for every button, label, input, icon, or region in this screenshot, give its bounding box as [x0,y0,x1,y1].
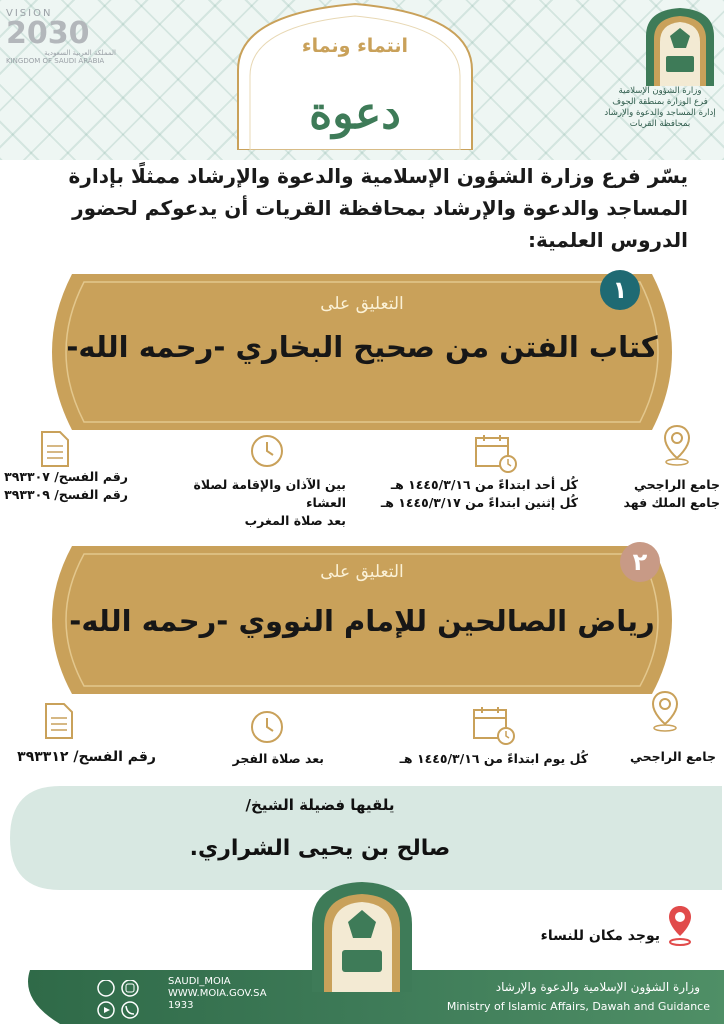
lesson-1-label: التعليق على [320,294,404,314]
document-icon [40,430,70,468]
ref-line: رقم الفسح/ ٣٩٣٣١٢ [17,749,156,765]
footer-contact-info [168,976,308,1012]
lesson-1-number-badge: ١ [600,270,640,310]
footer-handle[interactable]: SAUDI_MOIA [168,976,231,987]
lesson-1-dates [380,476,578,512]
intro-line: يسّر فرع وزارة الشؤون الإسلامية والدعوة والإرشاد ممثلًا بإدارة [68,164,688,188]
date-line: كُل يوم ابتداءً من ١٤٤٥/٣/١٦ هـ [399,751,588,766]
clock-icon [250,710,284,744]
sheikh-name: صالح بن يحيى الشراري. [189,836,451,861]
women-place-note: يوجد مكان للنساء [540,928,660,944]
location-line: جامع الراجحي [633,477,720,492]
location-line: جامع الملك فهد [623,495,720,510]
ministry-line: فرع الوزارة بمنطقة الجوف [612,97,708,107]
header-arch [230,0,480,150]
footer-website[interactable]: WWW.MOIA.GOV.SA [168,988,267,999]
time-line: بعد صلاة الفجر [232,751,324,766]
footer-social-icons [96,980,144,1024]
ministry-branch-text [600,86,720,130]
lesson-2-label: التعليق على [320,562,404,582]
footer-phone[interactable]: 1933 [168,1000,194,1011]
footer-ministry-emblem-icon [308,880,416,992]
ministry-line: بمحافظة القريات [629,119,691,129]
vision-subtitle-en: KINGDOM OF SAUDI ARABIA [6,57,105,65]
header-invitation-word: دعوة [309,88,401,139]
clock-icon [250,434,284,468]
calendar-icon [472,706,516,746]
time-line: بين الآذان والإقامة لصلاة العشاء [193,477,346,510]
calendar-icon [474,434,518,474]
time-line: بعد صلاة المغرب [244,513,346,528]
lesson-2-dates [370,750,588,768]
lesson-1-location [594,476,720,512]
lesson-2-refs [4,748,156,766]
instagram-icon [122,980,138,996]
intro-line: الدروس العلمية: [528,228,688,252]
ministry-line: إدارة المساجد والدعوة والإرشاد [604,108,716,118]
document-icon [44,702,74,740]
lesson-2-times [200,750,324,768]
ref-line: رقم الفسح/ ٣٩٣٣٠٧ [4,469,128,484]
ministry-emblem-icon [640,6,720,86]
lesson-1-refs [4,468,128,504]
vision-title: VISION [6,8,53,19]
vision-2030-logo [6,8,116,66]
location-line: جامع الراجحي [629,749,716,764]
vision-subtitle-ar: المملكة العربية السعودية [44,49,116,57]
footer-ministry-ar: وزارة الشؤون الإسلامية والدعوة والإرشاد [495,980,700,994]
lesson-2-number-badge: ٢ [620,542,660,582]
lesson-1-times [150,476,346,530]
location-pin-icon [662,424,692,466]
location-pin-icon [650,690,680,732]
phone-icon [122,1002,138,1018]
ref-line: رقم الفسح/ ٣٩٣٣٠٩ [4,487,128,502]
footer-ministry-en: Ministry of Islamic Affairs, Dawah and Guidance [446,1000,710,1013]
lesson-2-location [598,748,716,766]
header-slogan: انتماء ونماء [301,35,409,57]
sheikh-label: يلقيها فضيلة الشيخ/ [245,796,395,814]
lesson-1-title: كتاب الفتن من صحيح البخاري -رحمه الله- [66,330,658,364]
date-line: كُل إثنين ابتداءً من ١٤٤٥/٣/١٧ هـ [380,495,578,510]
twitter-icon [98,980,114,996]
vision-number: 2030 [6,16,90,51]
intro-text [40,160,688,256]
red-location-pin-icon [666,904,694,946]
intro-line: المساجد والدعوة والإرشاد بمحافظة القريات أن يدعوكم لحضور [72,196,688,220]
lesson-2-title: رياض الصالحين للإمام النووي -رحمه الله- [69,604,655,638]
date-line: كُل أحد ابتداءً من ١٤٤٥/٣/١٦ هـ [390,477,578,492]
ministry-line: وزارة الشؤون الإسلامية [618,86,702,96]
